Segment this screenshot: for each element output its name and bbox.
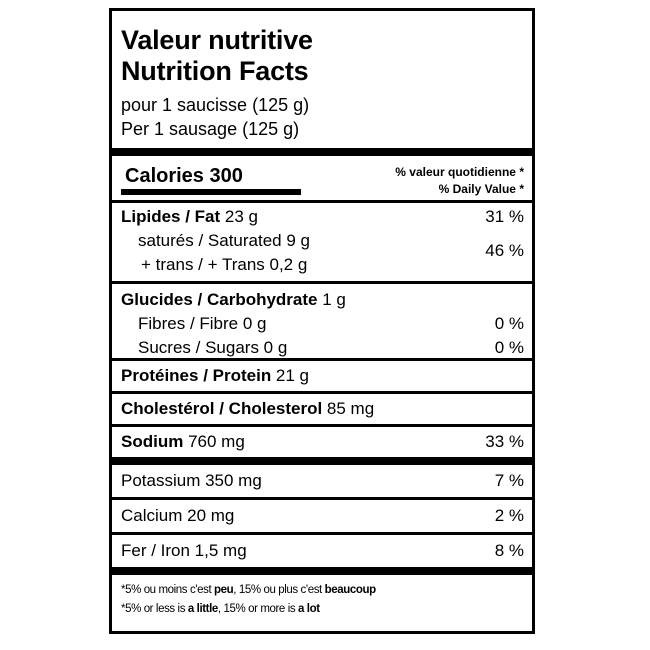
cholesterol-amount: 85 mg [322, 399, 375, 418]
daily-value-header-french: % valeur quotidienne * [395, 165, 524, 179]
saturated-trans-daily-value: 46 % [485, 241, 524, 260]
footnote [121, 575, 524, 619]
iron-row [121, 535, 524, 567]
iron-daily-value: 8 % [494, 541, 524, 560]
carbohydrate-section [121, 284, 524, 358]
carbohydrate-amount: 1 g [317, 290, 346, 309]
daily-value-header-english: % Daily Value * [438, 182, 524, 196]
cholesterol-row [121, 394, 524, 424]
calories-underline [121, 189, 301, 195]
fibre-label: Fibres / Fibre 0 g [138, 314, 267, 333]
sodium-row [121, 427, 524, 457]
fat-amount: 23 g [220, 207, 258, 226]
potassium-daily-value: 7 % [494, 471, 524, 490]
sugars-label: Sucres / Sugars 0 g [138, 338, 288, 357]
footnote-english-lot: a lot [298, 603, 320, 615]
sugars-row [121, 336, 524, 360]
calories-label: Calories [125, 165, 204, 187]
sodium-daily-value: 33 % [485, 432, 524, 451]
calories-row [125, 164, 243, 188]
divider-thick [112, 457, 532, 465]
potassium-row [121, 465, 524, 497]
fat-section [121, 203, 524, 281]
footnote-french-little: peu [214, 584, 234, 596]
footnote-french-lot: beaucoup [324, 584, 376, 596]
fibre-daily-value: 0 % [494, 314, 524, 333]
calories-section [121, 156, 524, 200]
fat-row [121, 205, 524, 229]
fat-label: Lipides / Fat [121, 207, 221, 226]
serving-size-english: Per 1 sausage (125 g) [121, 119, 300, 139]
daily-value-header [395, 164, 524, 198]
serving-size-french: pour 1 saucisse (125 g) [121, 95, 310, 115]
footnote-french [121, 581, 524, 600]
sodium-amount: 760 mg [183, 432, 245, 451]
carbohydrate-label: Glucides / Carbohydrate [121, 290, 318, 309]
protein-amount: 21 g [271, 366, 310, 385]
calcium-label: Calcium 20 mg [121, 506, 235, 525]
divider-thick [112, 567, 532, 575]
footnote-english-part: *5% or less is [121, 603, 188, 615]
fat-daily-value: 31 % [485, 207, 524, 226]
footnote-english-part: , 15% or more is [217, 603, 299, 615]
iron-label: Fer / Iron 1,5 mg [121, 541, 247, 560]
footnote-english [121, 600, 524, 619]
carbohydrate-row [121, 288, 524, 312]
footnote-english-little: a little [187, 603, 218, 615]
trans-fat-row: + trans / + Trans 0,2 g [141, 255, 308, 274]
nutrition-facts-table [109, 8, 535, 634]
calories-value: 300 [209, 165, 243, 187]
fibre-row [121, 312, 524, 336]
calcium-row [121, 500, 524, 532]
saturated-fat-row: saturés / Saturated 9 g [138, 231, 310, 250]
protein-label: Protéines / Protein [121, 366, 272, 385]
divider-thick [112, 148, 532, 156]
title-french: Valeur nutritive [121, 25, 313, 55]
sugars-daily-value: 0 % [494, 338, 524, 357]
calcium-daily-value: 2 % [494, 506, 524, 525]
title-english: Nutrition Facts [121, 56, 309, 86]
cholesterol-label: Cholestérol / Cholesterol [121, 399, 323, 418]
footnote-french-part: , 15% ou plus c'est [233, 584, 325, 596]
sodium-label: Sodium [121, 432, 184, 451]
potassium-label: Potassium 350 mg [121, 471, 262, 490]
protein-row [121, 361, 524, 391]
footnote-french-part: *5% ou moins c'est [121, 584, 215, 596]
